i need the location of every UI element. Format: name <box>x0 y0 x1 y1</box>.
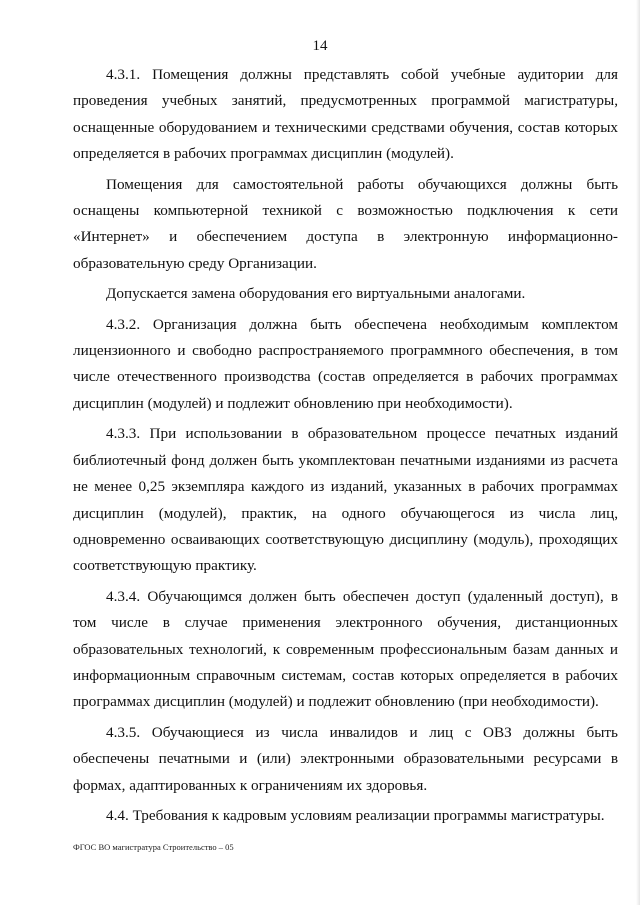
paragraph-virtual-analogs: Допускается замена оборудования его виртуальными аналогами. <box>106 285 526 303</box>
paragraph-4-4: 4.4. Требования к кадровым условиям реализации программы магистратуры. <box>106 806 605 824</box>
page-number: 14 <box>312 38 328 54</box>
page-footer: ФГОС ВО магистратура Строительство – 05 <box>73 842 234 852</box>
paragraph-4-3-5: 4.3.5. Обучающиеся из числа инвалидов и лиц с ОВЗ должны быть обеспечены печатными и (или) электронными образовательными ресурсами в формах, адаптированных к ограничениям их здоровья. <box>73 723 618 794</box>
document-body <box>73 62 618 833</box>
scan-edge-shadow <box>636 0 640 905</box>
paragraph-self-study-rooms: Помещения для самостоятельной работы обучающихся должны быть оснащены компьютерной техникой с возможностью подключения к сети «Интернет» и обеспечением доступа в электронную информационно-образовательную среду Организации. <box>73 175 618 272</box>
paragraph-4-3-4: 4.3.4. Обучающимся должен быть обеспечен доступ (удаленный доступ), в том числе в случае применения электронного обучения, дистанционных образовательных технологий, к современным профессиональным базам данных и информационным справочным системам, состав которых определяется в рабочих программах дисциплин (модулей) и подлежит обновлению (при необходимости). <box>73 587 618 711</box>
paragraph-4-3-2: 4.3.2. Организация должна быть обеспечена необходимым комплектом лицензионного и свободно распространяемого программного обеспечения, в том числе отечественного производства (состав определяется в рабочих программах дисциплин (модулей) и подлежит обновлению при необходимости). <box>73 315 618 412</box>
paragraph-4-3-1: 4.3.1. Помещения должны представлять собой учебные аудитории для проведения учебных занятий, предусмотренных программой магистратуры, оснащенные оборудованием и техническими средствами обучения, состав которых определяется в рабочих программах дисциплин (модулей). <box>73 66 618 163</box>
paragraph-4-3-3: 4.3.3. При использовании в образовательном процессе печатных изданий библиотечный фонд должен быть укомплектован печатными изданиями из расчета не менее 0,25 экземпляра каждого из изданий, указанных в рабочих программах дисциплин (модулей), практик, на одного обучающегося из числа лиц, одновременно осваивающих соответствующую дисциплину (модуль), проходящих соответствующую практику. <box>73 425 618 575</box>
